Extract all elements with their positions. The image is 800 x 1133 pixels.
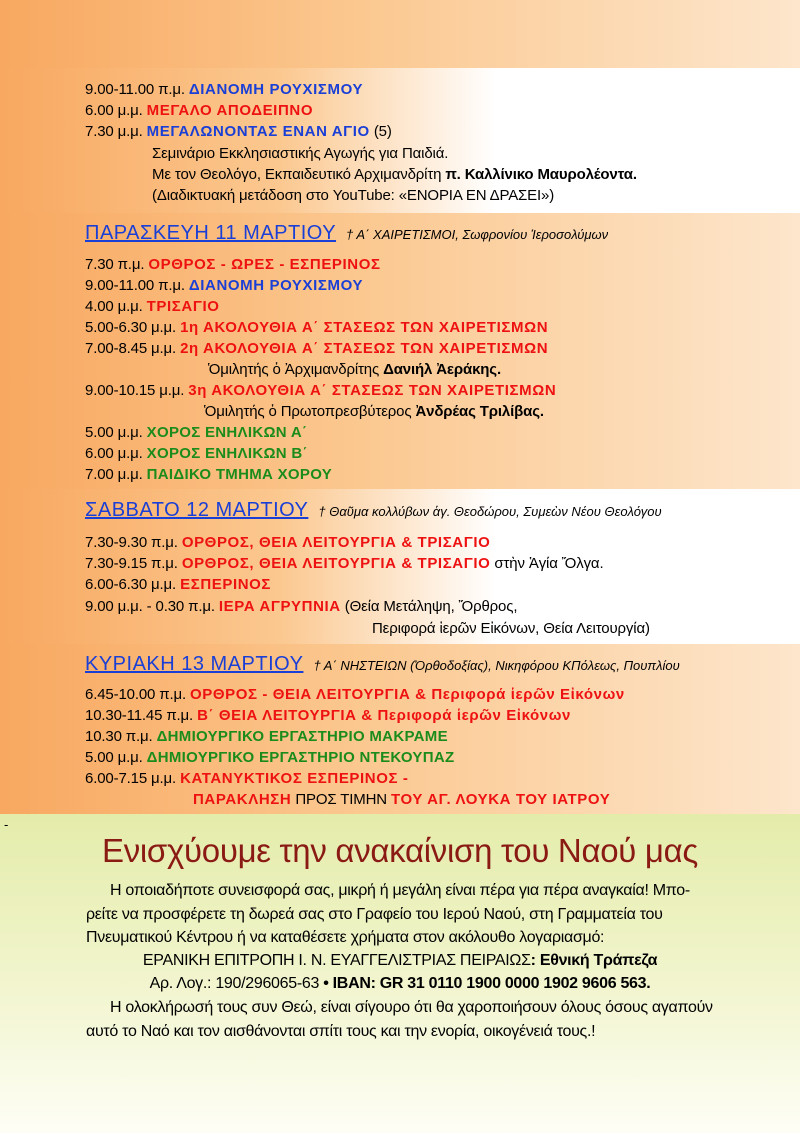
saturday-line-2: 7.30-9.15 π.μ. ΟΡΘΡΟΣ, ΘΕΙΑ ΛΕΙΤΟΥΡΓΙΑ & ΤΡΙΣΑΓΙΟ στὴν Ἁγία Ὄλγα. (85, 555, 604, 572)
separator-dash: - (4, 817, 9, 832)
friday-feast: † Α΄ ΧΑΙΡΕΤΙΣΜΟΙ, Σωφρονίου Ἱεροσολύμων (346, 227, 609, 242)
sunday-line-1: 6.45-10.00 π.μ. ΟΡΘΡΟΣ - ΘΕΙΑ ΛΕΙΤΟΥΡΓΙΑ & Περιφορά ἱερῶν Εἰκόνων (85, 686, 625, 703)
bank-account-name: ΕΡΑΝΙΚΗ ΕΠΙΤΡΟΠΗ Ι. Ν. ΕΥΑΓΓΕΛΙΣΤΡΙΑΣ ΠΕΙΡΑΙΩΣ: Εθνική Τράπεζα (142, 952, 658, 969)
seminar-line-2: Με τον Θεολόγο, Εκπαιδευτικό Αρχιμανδρίτη π. Καλλίνικο Μαυρολέοντα. (152, 166, 637, 183)
top-band (0, 0, 800, 68)
friday-line-2: 9.00-11.00 π.μ. ΔΙΑΝΟΜΗ ΡΟΥΧΙΣΜΟΥ (85, 277, 364, 294)
appeal-title: Ενισχύουμε την ανακαίνιση του Ναού μας (101, 832, 699, 869)
saturday-title: ΣΑΒΒΑΤΟ 12 ΜΑΡΤΙΟΥ (85, 499, 309, 521)
friday-line-1: 7.30 π.μ. ΟΡΘΡΟΣ - ΩΡΕΣ - ΕΣΠΕΡΙΝΟΣ (85, 256, 381, 273)
appeal-paragraph-1-line-3: Πνευματικού Κέντρου ή να καταθέσετε χρήματα στον ακόλουθο λογαριασμό: (86, 929, 605, 946)
friday-header (85, 222, 608, 245)
saturday-line-1: 7.30-9.30 π.μ. ΟΡΘΡΟΣ, ΘΕΙΑ ΛΕΙΤΟΥΡΓΙΑ & ΤΡΙΣΑΓΙΟ (85, 534, 491, 551)
friday-line-6: 9.00-10.15 μ.μ. 3η ΑΚΟΛΟΥΘΙΑ Α΄ ΣΤΑΣΕΩΣ ΤΩΝ ΧΑΙΡΕΤΙΣΜΩΝ (85, 382, 557, 399)
appeal-paragraph-2-line-1: Η ολοκλήρωσή τους συν Θεώ, είναι σίγουρο ότι θα χαροποιήσουν όλους όσους αγαπούν (110, 999, 713, 1016)
friday-speaker-1: Ὁμιλητής ὁ Ἀρχιμανδρίτης Δανιήλ Ἀεράκης. (208, 361, 501, 378)
bank-account-iban: Αρ. Λογ.: 190/296065-63 • IBAN: GR 31 0110 1900 0000 1902 9606 563. (149, 975, 651, 992)
sunday-title: ΚΥΡΙΑΚΗ 13 ΜΑΡΤΙΟΥ (85, 653, 304, 675)
seminar-line-1: Σεμινάριο Εκκλησιαστικής Αγωγής για Παιδιά. (152, 145, 449, 162)
appeal-paragraph-1-line-1: Η οποιαδήποτε συνεισφορά σας, μικρή ή μεγάλη είναι πέρα για πέρα αναγκαία! Μπο- (110, 882, 690, 899)
saturday-line-3: 6.00-6.30 μ.μ. ΕΣΠΕΡΙΝΟΣ (85, 576, 272, 593)
thursday-line-2: 6.00 μ.μ. ΜΕΓΑΛΟ ΑΠΟΔΕΙΠΝΟ (85, 102, 314, 119)
seminar-line-3: (Διαδικτυακή μετάδοση στο YouTube: «ΕΝΟΡΙΑ ΕΝ ΔΡΑΣΕΙ») (152, 187, 555, 204)
friday-dance-1: 5.00 μ.μ. ΧΟΡΟΣ ΕΝΗΛΙΚΩΝ Α΄ (85, 424, 308, 441)
saturday-feast: † Θαῦμα κολλύβων ἁγ. Θεοδώρου, Συμεὼν Νέου Θεολόγου (318, 504, 662, 519)
friday-title: ΠΑΡΑΣΚΕΥΗ 11 ΜΑΡΤΙΟΥ (85, 222, 337, 244)
saturday-line-5: Περιφορά ἱερῶν Εἰκόνων, Θεία Λειτουργία) (372, 620, 650, 637)
friday-line-4: 5.00-6.30 μ.μ. 1η ΑΚΟΛΟΥΘΙΑ Α΄ ΣΤΑΣΕΩΣ ΤΩΝ ΧΑΙΡΕΤΙΣΜΩΝ (85, 319, 549, 336)
thursday-line-1: 9.00-11.00 π.μ. ΔΙΑΝΟΜΗ ΡΟΥΧΙΣΜΟΥ (85, 81, 364, 98)
thursday-line-3: 7.30 μ.μ. ΜΕΓΑΛΩΝΟΝΤΑΣ ΕΝΑΝ ΑΓΙΟ (5) (85, 123, 392, 140)
saturday-header (85, 499, 662, 522)
friday-dance-2: 6.00 μ.μ. ΧΟΡΟΣ ΕΝΗΛΙΚΩΝ Β΄ (85, 445, 308, 462)
sunday-line-5: 6.00-7.15 μ.μ. ΚΑΤΑΝΥΚΤΙΚΟΣ ΕΣΠΕΡΙΝΟΣ - (85, 770, 409, 787)
sunday-line-6: ΠΑΡΑΚΛΗΣΗ ΠΡΟΣ ΤΙΜΗΝ ΤΟΥ ΑΓ. ΛΟΥΚΑ ΤΟΥ ΙΑΤΡΟΥ (193, 791, 611, 808)
sunday-feast: † Α΄ ΝΗΣΤΕΙΩΝ (Ὀρθοδοξίας), Νικηφόρου ΚΠόλεως, Πουπλίου (313, 658, 680, 673)
sunday-line-3: 10.30 π.μ. ΔΗΜΙΟΥΡΓΙΚΟ ΕΡΓΑΣΤΗΡΙΟ ΜΑΚΡΑΜΕ (85, 728, 448, 745)
sunday-line-2: 10.30-11.45 π.μ. Β΄ ΘΕΙΑ ΛΕΙΤΟΥΡΓΙΑ & Περιφορά ἱερῶν Εἰκόνων (85, 707, 571, 724)
friday-dance-3: 7.00 μ.μ. ΠΑΙΔΙΚΟ ΤΜΗΜΑ ΧΟΡΟΥ (85, 466, 333, 483)
saturday-line-4: 9.00 μ.μ. - 0.30 π.μ. ΙΕΡΑ ΑΓΡΥΠΝΙΑ (Θεία Μετάληψη, Ὄρθρος, (85, 598, 518, 615)
sunday-line-4: 5.00 μ.μ. ΔΗΜΙΟΥΡΓΙΚΟ ΕΡΓΑΣΤΗΡΙΟ ΝΤΕΚΟΥΠΑΖ (85, 749, 455, 766)
appeal-paragraph-2-line-2: αυτό το Ναό και τον αισθάνονται σπίτι τους και την ενορία, οικογένειά τους.! (86, 1023, 596, 1040)
friday-speaker-2: Ὁμιλητής ὁ Πρωτοπρεσβύτερος Ἀνδρέας Τριλίβας. (204, 403, 544, 420)
friday-line-3: 4.00 μ.μ. ΤΡΙΣΑΓΙΟ (85, 298, 220, 315)
appeal-paragraph-1-line-2: ρείτε να προσφέρετε τη δωρεά σας στο Γραφείο του Ιερού Ναού, στη Γραμματεία του (86, 906, 663, 923)
sunday-header (85, 653, 680, 676)
friday-line-5: 7.00-8.45 μ.μ. 2η ΑΚΟΛΟΥΘΙΑ Α΄ ΣΤΑΣΕΩΣ ΤΩΝ ΧΑΙΡΕΤΙΣΜΩΝ (85, 340, 549, 357)
